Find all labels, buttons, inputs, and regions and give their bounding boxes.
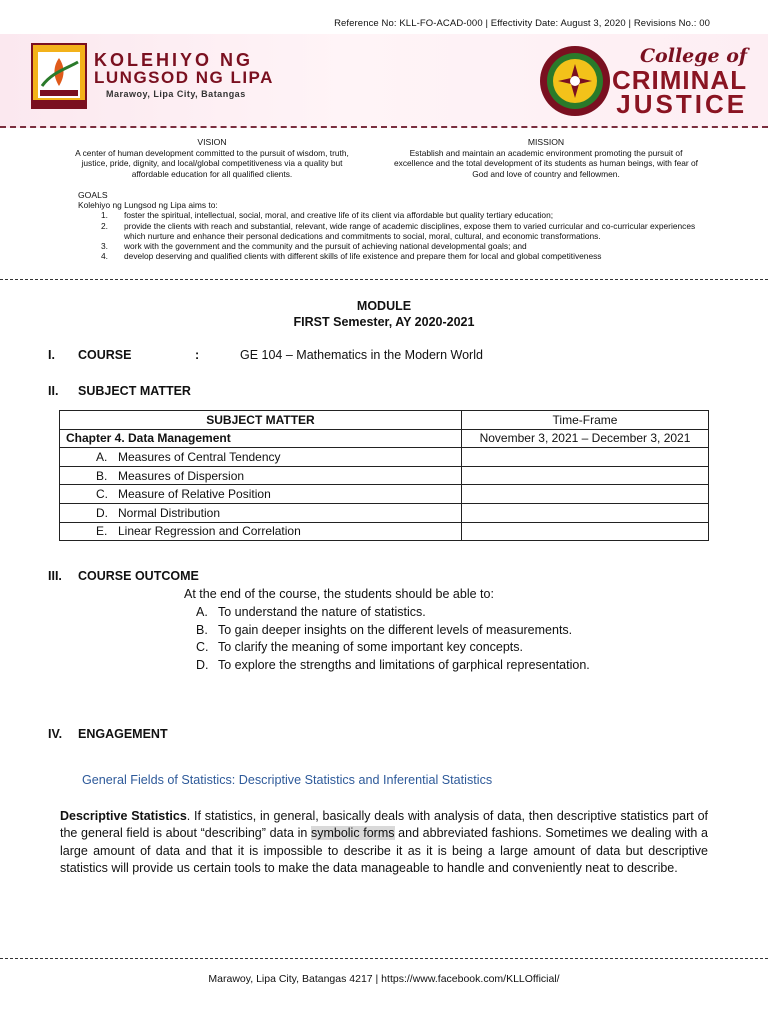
outcome-text: To understand the nature of statistics. [218,605,426,619]
school-name-line2: LUNGSOD NG LIPA [94,68,274,87]
module-title [0,298,768,330]
table-row [60,448,709,467]
outcome-item [196,657,590,675]
goal-item [78,241,718,251]
descriptive-statistics-paragraph [60,808,708,878]
topic-text: Linear Regression and Correlation [118,524,301,539]
goal-item [78,210,718,220]
table-row [60,429,709,448]
school-name [94,52,274,103]
outcome-text: To clarify the meaning of some important key concepts. [218,640,524,655]
outcome-list [196,604,590,674]
time-cell [462,485,709,504]
goal-item [78,251,718,261]
mission-text: Establish and maintain an academic environment promoting the pursuit of excellence and the total development of its students as human beings, with fear of God and love of country and fellowmen. [393,147,698,179]
topic-text: Normal Distribution [118,505,221,520]
outcome-text: To gain deeper insights on the different levels of measurements. [218,622,573,637]
term-descriptive-statistics: Descriptive Statistics [60,809,187,823]
header-banner [0,34,768,128]
chapter-time-cell: November 3, 2021 – December 3, 2021 [462,429,709,448]
goal-text: foster the spiritual, intellectual, social, moral, and creative life of its client via affordable but quality tertiary education; [124,210,554,221]
outcome-letter: C. [196,640,209,655]
highlighted-text: symbolic forms [310,826,395,841]
goal-text: work with the government and the community and the pursuit of achieving national developmental goals; and [124,241,527,252]
footer-divider [0,958,768,959]
goal-text: provide the clients with reach and substantial, relevant, wide range of academic disciplines, expose them to varied curricular and co-curricular experiences which nurture and enhance their personal dedications and commitments to social, moral, cultural, and economic transformations. [124,220,696,241]
paragraph-text-part1: . If statistics, in general, basically deals with analysis of data, then descriptive statistics part of the general field is about “describing” data in [60,809,708,841]
section-label: ENGAGEMENT [78,727,168,741]
section-numeral: III. [48,569,62,583]
outcome-item [196,639,590,657]
table-header-row [60,411,709,430]
topic-letter: C. [96,487,108,502]
college-title-line2: CRIMINAL [612,65,748,95]
section-label: SUBJECT MATTER [78,384,191,398]
course-value: GE 104 – Mathematics in the Modern World [240,348,483,362]
goals-heading: GOALS [78,190,108,200]
footer: Marawoy, Lipa City, Batangas 4217 | https://www.facebook.com/KLLOfficial/ [208,973,560,985]
section-label: COURSE [78,348,132,362]
time-cell [462,522,709,541]
time-cell [462,466,709,485]
module-semester: FIRST Semester, AY 2020-2021 [293,315,475,329]
section-numeral: II. [48,384,59,398]
school-logo-icon [30,42,88,110]
section-course [48,348,131,362]
section-engagement [48,727,168,741]
topic-cell [60,466,462,485]
topic-cell [60,503,462,522]
outcome-letter: A. [196,605,208,619]
topic-letter: B. [96,468,108,483]
fields-heading: General Fields of Statistics: Descriptive Statistics and Inferential Statistics [82,773,493,787]
column-header-subject: SUBJECT MATTER [60,411,462,430]
course-colon: : [195,348,200,362]
school-address: Marawoy, Lipa City, Batangas [106,89,246,99]
column-header-time: Time-Frame [462,411,709,430]
topic-text: Measures of Dispersion [118,468,245,483]
college-title [612,44,748,119]
outcome-intro: At the end of the course, the students should be able to: [184,587,494,601]
section-subject-matter [48,384,191,398]
vision-heading: VISION [197,137,227,147]
table-row [60,522,709,541]
time-cell [462,503,709,522]
college-title-line1: College of [639,45,748,67]
goal-number: 1. [101,210,108,221]
goal-number: 4. [101,251,108,262]
goal-number: 3. [101,241,108,252]
vision-text: A center of human development committed to the pursuit of wisdom, truth, justice, pride, dignity, and local/global competitiveness via a quality but affordable education for all qualified clients. [75,147,349,179]
topic-text: Measures of Central Tendency [118,449,281,464]
reference-line: Reference No: KLL-FO-ACAD-000 | Effectivity Date: August 3, 2020 | Revisions No.: 00 [334,18,710,29]
goals-block [78,190,718,261]
chapter-cell: Chapter 4. Data Management [60,429,462,448]
section-numeral: IV. [48,727,63,741]
topic-letter: D. [96,505,108,520]
topic-letter: E. [96,524,108,539]
outcome-letter: D. [196,657,209,672]
paragraph-text-part2: and abbreviated fashions. Sometimes we dealing with a large amount of data and that it is impossible to describe it as it is being a large amount of data but descriptive statistics will provide us certain tools to make the data manageable to handle and conveniently neat to describe. [60,826,708,876]
goal-text: develop deserving and qualified clients with different skills of life existence and prepare them for local and global competitiveness [124,251,602,262]
goal-item [78,221,718,241]
table-row [60,466,709,485]
table-row [60,485,709,504]
module-heading: MODULE [356,299,412,313]
vision-block [62,137,362,179]
topic-cell [60,448,462,467]
mission-block [392,137,700,179]
section-label: COURSE OUTCOME [78,569,199,583]
topic-text: Measure of Relative Position [118,487,271,502]
section-course-outcome [48,569,199,583]
outcome-letter: B. [196,622,208,637]
outcome-item [196,622,590,640]
header-divider [0,279,768,280]
college-seal-icon [538,44,612,118]
school-name-line1: KOLEHIYO NG [94,50,254,70]
outcome-text: To explore the strengths and limitations of garphical representation. [218,657,590,672]
college-title-line3: JUSTICE [616,89,748,119]
goal-number: 2. [101,220,108,231]
subject-matter-table [59,410,709,541]
table-row [60,503,709,522]
goals-intro: Kolehiyo ng Lungsod ng Lipa aims to: [78,200,218,211]
mission-heading: MISSION [527,137,565,147]
topic-letter: A. [96,449,108,464]
time-cell [462,448,709,467]
section-numeral: I. [48,348,55,362]
outcome-item [196,604,590,622]
goals-list [78,210,718,261]
topic-cell [60,522,462,541]
topic-cell [60,485,462,504]
